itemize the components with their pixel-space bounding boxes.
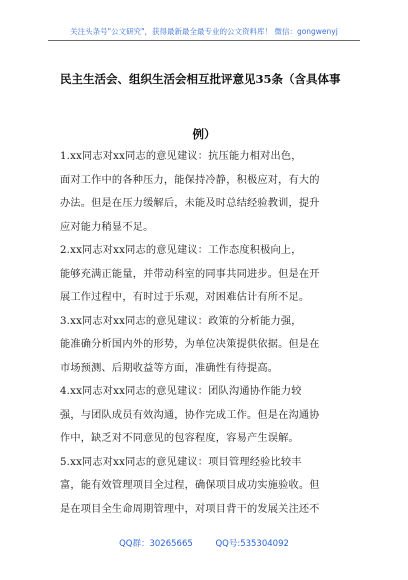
body-line: 富，能有效管理项目全过程，确保项目成功实施验收。但: [60, 480, 320, 491]
body-line: 应对能力稍显不足。: [60, 221, 154, 233]
document-title-line2: 例）: [192, 127, 216, 141]
body-line: 展工作过程中，有时过于乐观，对困难估计有所不足。: [60, 292, 310, 303]
document-title-line1: 民主生活会、组织生活会相互批评意见35条（含具体事: [60, 72, 341, 86]
body-line: 4.xx同志对xx同志的意见建议：团队沟通协作能力较: [60, 386, 302, 397]
body-line: 市场预测、后期收益等方面，准确性有待提高。: [60, 362, 279, 374]
body-line: 是在项目全生命周期管理中，对项目背干的发展关注还不: [60, 503, 320, 515]
footer-qq-group: QQ群：30265665: [119, 539, 193, 549]
body-line: 作中，缺乏对不同意见的包容程度，容易产生误解。: [60, 433, 299, 444]
body-line: 面对工作中的各种压力，能保持冷静，积极应对，有大的: [60, 174, 320, 186]
body-line: 3.xx同志对xx同志的意见建议：政策的分析能力强，: [60, 315, 302, 327]
header-divider: [48, 40, 360, 41]
body-line: 1.xx同志对xx同志的意见建议：抗压能力相对出色，: [60, 151, 302, 162]
footer-contact: [0, 537, 408, 549]
body-line: 2.xx同志对xx同志的意见建议：工作态度积极向上，: [60, 245, 302, 256]
body-line: 强，与团队成员有效沟通，协作完成工作。但是在沟通协: [60, 409, 320, 421]
body-line: 能够充满正能量，并带动科室的同事共同进步。但是在开: [60, 268, 320, 280]
body-line: 5.xx同志对xx同志的意见建议：项目管理经验比较丰: [60, 456, 302, 468]
body-line: 办法。但是在压力缓解后，未能及时总结经验教训，提升: [60, 198, 320, 209]
header-note: 关注头条号"公文研究"，获得最新最全最专业的公文资料库！ 微信：gongwenyj: [70, 27, 338, 36]
footer-qq: QQ号:535304092: [215, 539, 289, 549]
body-line: 能准确分析国内外的形势，为单位决策提供依据。但是在: [60, 339, 320, 350]
